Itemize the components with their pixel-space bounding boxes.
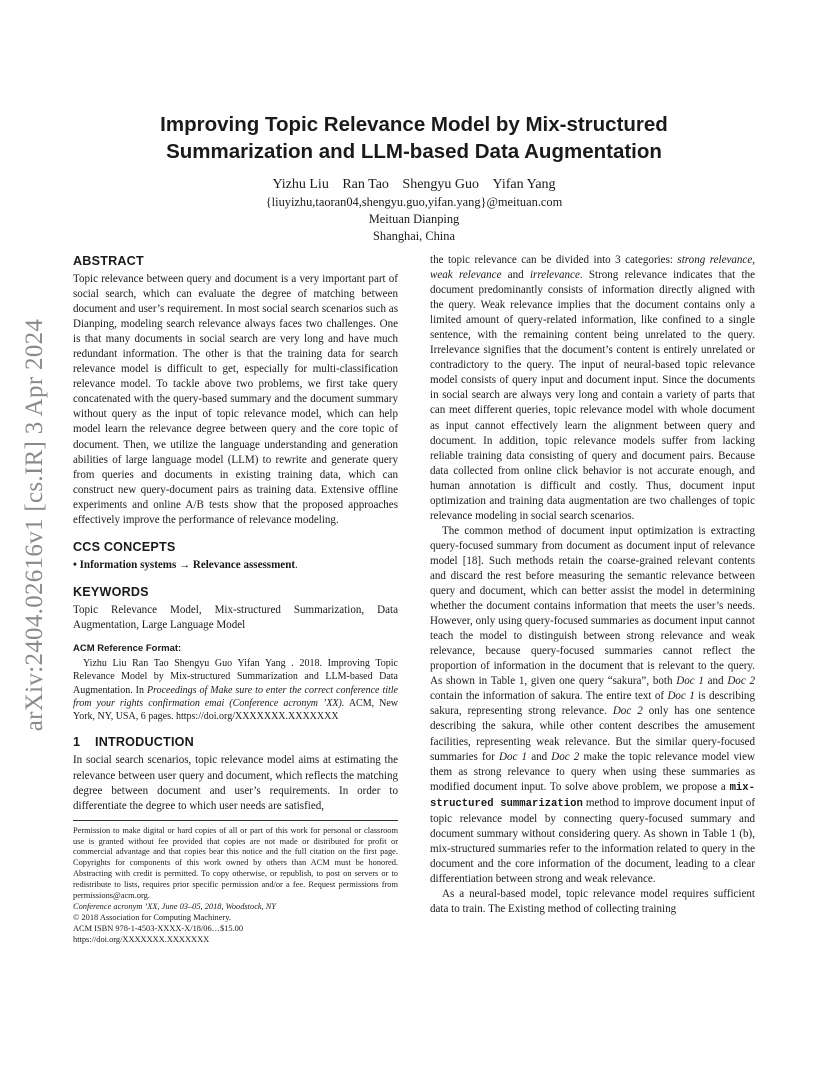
author-emails: {liuyizhu,taoran04,shengyu.guo,yifan.yang}@meituan.com [265,195,563,209]
author-name: Yifan Yang [492,177,556,192]
copyright-footnote [73,826,398,946]
keywords-heading: KEYWORDS [73,584,149,599]
introduction-text: In social search scenarios, topic relevance model aims at estimating the relevance between user query and document, which reflects the matching degree between document and user’s requirements. In order to differentiate the degree to which user needs are satisfied, [73,754,398,812]
isbn-line: ACM ISBN 978-1-4503-XXXX-X/18/06…$15.00 [73,923,244,933]
reference-format-text: Yizhu Liu Ran Tao Shengyu Guo Yifan Yang . 2018. Improving Topic Relevance Model by Mix-structured Summarization and LLM-based Data Augmentation. In Proceedings of Make sure to enter the correct conference title from your rights confirmation emai (Conference acronym ’XX). ACM, New York, NY, USA, 6 pages. https://doi.org/XXXXXXX.XXXXXXX [73,657,398,723]
title-line-2: Summarization and LLM-based Data Augmentation [166,140,662,163]
conference-info: Conference acronym ’XX, June 03–05, 2018, Woodstock, NY [73,902,277,911]
footnote-divider [73,820,398,821]
author-name: Shengyu Guo [402,177,480,192]
arxiv-identifier: arXiv:2404.02616v1 [cs.IR] 3 Apr 2024 [21,318,49,732]
arxiv-identifier-stamp [20,305,50,745]
left-column [73,253,398,946]
introduction-heading: 1 INTRODUCTION [73,735,194,750]
title-line-1: Improving Topic Relevance Model by Mix-structured [160,113,668,136]
right-column [430,253,755,917]
author-name: Ran Tao [342,177,389,192]
author-block [90,176,738,245]
paper-title [90,111,738,165]
ccs-heading: CCS CONCEPTS [73,539,176,554]
permission-notice: Permission to make digital or hard copies of all or part of this work for personal or classroom use is granted without fee provided that copies are not made or distributed for profit or commercial advantage and that copies bear this notice and the full citation on the first page. Copyrights for components of this work owned by others than ACM must be honored. Abstracting with credit is permitted. To copy otherwise, or republish, to post on servers or to redistribute to lists, requires prior specific permission and/or a fee. Request permissions from permissions@acm.org. [73,825,398,901]
author-name: Yizhu Liu [272,177,329,192]
keywords-text: Topic Relevance Model, Mix-structured Summarization, Data Augmentation, Large Language Model [73,603,398,631]
intro-paragraph-3: As a neural-based model, topic relevance model requires sufficient data to train. The Existing method of collecting training [430,887,755,916]
author-affiliation: Meituan Dianping [368,212,460,226]
abstract-text: Topic relevance between query and document is a very important part of social search, which can evaluate the degree of matching between document and user’s requirement. In most social search scenarios such as Dianping, modeling search relevance always faces two challenges. One is that many documents in social search are very long and have much redundant information. The other is that the training data for search relevance model is difficult to get, especially for multi-classification relevance model. To tackle above two problems, we first take query concatenated with the query-based summary and the document summary without query as the input of topic relevance model, which can help model learn the relevance degree between query and the core topic of document. Then, we utilize the language understanding and generation abilities of large language model (LLM) to rewrite and generate query from queries and documents in existing training data, which can construct new query-document pairs as training data. Extensive offline experiments and online A/B tests show that the proposed approaches effectively improve the performance of relevance modeling. [73,273,398,526]
ccs-item: • Information systems → Relevance assessment [73,558,296,571]
intro-paragraph-2: The common method of document input optimization is extracting query-focused summary from document as document input of relevance model [18]. Such methods retain the coarse-grained relevant contents and discard the rest before measuring the semantic relevance between query and document, which can better assist the model in determining whether the document contains information that meets the user’s needs. However, only using query-focused summaries as document input cannot teach the model to distinguish between strong relevance and weak relevance, because query-focused summaries cannot reflect the proportion of information in the document that is relevant to the query. As shown in Table 1, given one query “sakura”, both Doc 1 and Doc 2 contain the information of sakura. The entire text of Doc 1 is describing sakura, representing strong relevance. Doc 2 only has one sentence describing the sakura, while other content describes the amusement facilities, representing weak relevance. But the similar query-focused summaries for Doc 1 and Doc 2 make the topic relevance model view them as strong relevance to query when using these summaries as modified document input. To solve above problem, we propose a mix-structured summarization method to improve document input of topic relevance model by connecting query-focused summary and document summary without considering query. As shown in Table 1 (b), mix-structured summaries refer to the information related to query in the document and the core information of the document, leading to a clear differentiation between strong and weak relevance. [430,524,755,885]
author-location: Shanghai, China [373,229,455,243]
reference-format-heading: ACM Reference Format: [73,642,182,654]
intro-paragraph-1: the topic relevance can be divided into 3 categories: strong relevance, weak relevance and irrelevance. Strong relevance indicates that the document predominantly consists of information directly aligned with the query. Weak relevance implies that the document contains only a limited amount of query-related information, like confined to a single sentence, with the remaining content being unrelated to the query. Irrelevance signifies that the document’s content is entirely unrelated or contradictory to the query. The input of neural-based topic relevance model consists of query input and document input. Since the documents in social search are always very long and contain a variety of parts that can meet different queries, topic relevance model with whole document as input cannot effectively learn the alignment between query and document. In addition, topic relevance models suffer from lacking reliable training data consisting of query and document pairs. Because data collected from online click behavior is not accurate enough, and human annotation is difficult and costly. Thus, document input optimization and training data augmentation are two challenges of topic relevance modeling in social search scenarios. [430,254,755,522]
method-name: mix-structured summarization [430,781,755,810]
abstract-heading: ABSTRACT [73,254,144,268]
doi-line: https://doi.org/XXXXXXX.XXXXXXX [73,934,210,944]
author-names [90,176,738,194]
ccs-concepts: • Information systems → Relevance assessment. [73,558,298,571]
copyright-line: © 2018 Association for Computing Machinery. [73,912,231,922]
